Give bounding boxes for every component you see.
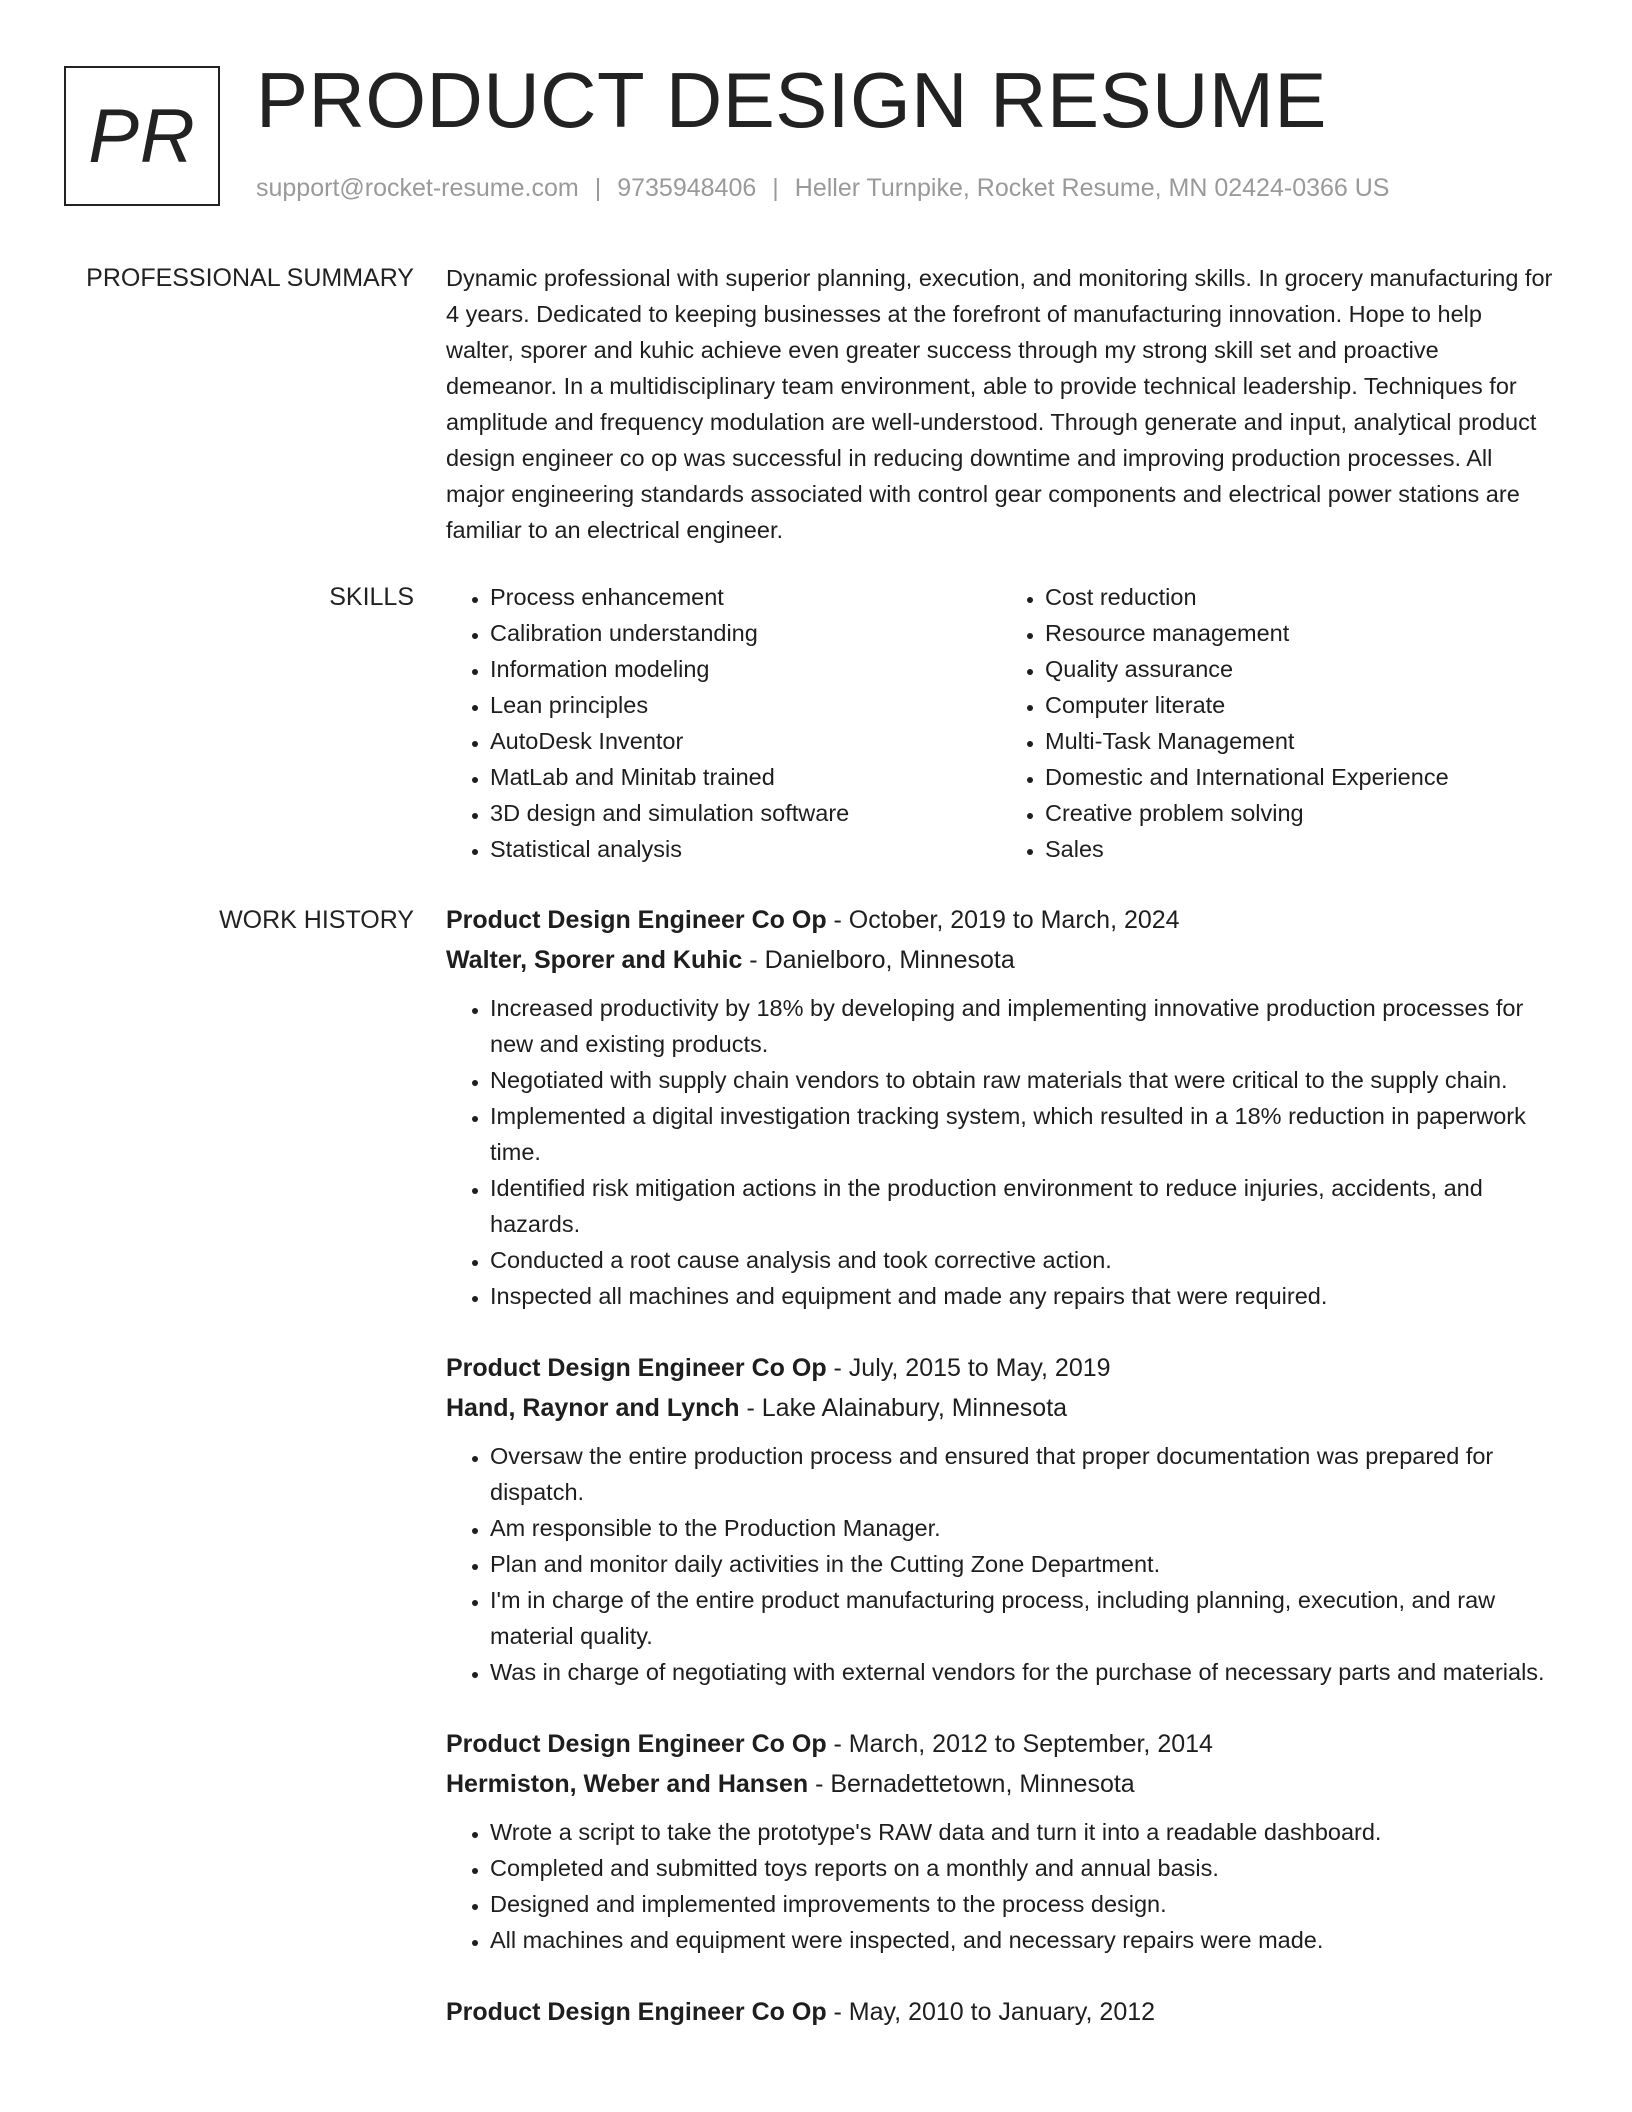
summary-text: Dynamic professional with superior planning, execution, and monitoring skills. In grocery manufacturing for 4 years. Dedicated to keeping businesses at the forefront of manufacturing innovation. Hope to help walter, sporer and kuhic achieve even greater success through my strong skill set and proactive demeanor. In a multidisciplinary team environment, able to provide technical leadership. Techniques for amplitude and frequency modulation are well-understood. Through generate and input, analytical product design engineer co op was successful in reducing downtime and improving production processes. All major engineering standards associated with control gear components and electrical power stations are familiar to an electrical engineer. [446,265,1553,543]
summary-heading: PROFESSIONAL SUMMARY [86,264,414,292]
job-bullet: • Implemented a digital investigation tracking system, which resulted in a 18% reduction in paperwork time. [490,1098,1556,1170]
resume-title: PRODUCT DESIGN RESUME [256,56,1327,144]
skill-item: • Domestic and International Experience [1045,759,1556,795]
job-entry [446,1348,1556,1690]
skill-item: • Computer literate [1045,687,1556,723]
job-entry [446,1992,1556,2032]
job-location: - Bernadettetown, Minnesota [808,1770,1135,1798]
skill-item: • Calibration understanding [490,615,1001,651]
job-company: Walter, Sporer and Kuhic [446,946,743,974]
job-bullet: • Identified risk mitigation actions in the production environment to reduce injuries, accidents, and hazards. [490,1170,1556,1242]
skills-list-right [1001,579,1556,867]
job-bullet: • Increased productivity by 18% by developing and implementing innovative production processes for new and existing products. [490,990,1556,1062]
skills-heading: SKILLS [329,583,414,611]
job-company: Hermiston, Weber and Hansen [446,1770,809,1798]
job-title: Product Design Engineer Co Op [446,906,827,934]
job-title: Product Design Engineer Co Op [446,1998,827,2026]
job-company-line [446,1764,1556,1804]
contact-separator: | [594,174,602,202]
skill-item: • Sales [1045,831,1556,867]
contact-phone: 9735948406 [617,174,757,202]
job-dates: - March, 2012 to September, 2014 [826,1730,1213,1758]
skill-item: • Statistical analysis [490,831,1001,867]
contact-address: Heller Turnpike, Rocket Resume, MN 02424-0366 US [794,174,1390,202]
skill-item: • MatLab and Minitab trained [490,759,1001,795]
job-bullet: • Conducted a root cause analysis and took corrective action. [490,1242,1556,1278]
job-bullet: • Completed and submitted toys reports on a monthly and annual basis. [490,1850,1556,1886]
job-bullet: • Oversaw the entire production process and ensured that proper documentation was prepared for dispatch. [490,1438,1556,1510]
work-history-heading: WORK HISTORY [219,906,414,934]
job-title: Product Design Engineer Co Op [446,1730,827,1758]
job-dates: - May, 2010 to January, 2012 [826,1998,1156,2026]
skill-item: • Information modeling [490,651,1001,687]
job-title-line [446,1348,1556,1388]
skill-item: • Process enhancement [490,579,1001,615]
skill-item: • Creative problem solving [1045,795,1556,831]
job-bullets [446,990,1556,1314]
skill-item: • Resource management [1045,615,1556,651]
job-bullet: • Was in charge of negotiating with external vendors for the purchase of necessary parts and materials. [490,1654,1556,1690]
skill-item: • Multi-Task Management [1045,723,1556,759]
job-bullet: • Designed and implemented improvements to the process design. [490,1886,1556,1922]
job-entry [446,1724,1556,1958]
job-dates: - July, 2015 to May, 2019 [826,1354,1111,1382]
job-bullet: • Inspected all machines and equipment and made any repairs that were required. [490,1278,1556,1314]
skill-item: • Lean principles [490,687,1001,723]
monogram-initials: PR [88,93,196,179]
contact-line [256,174,1389,203]
job-title-line [446,1992,1556,2032]
skill-item: • Cost reduction [1045,579,1556,615]
job-bullets [446,1814,1556,1958]
job-company: Hand, Raynor and Lynch [446,1394,740,1422]
job-bullet: • All machines and equipment were inspected, and necessary repairs were made. [490,1922,1556,1958]
job-bullet: • Wrote a script to take the prototype's RAW data and turn it into a readable dashboard. [490,1814,1556,1850]
skills-list-left [446,579,1001,867]
job-bullet: • Am responsible to the Production Manager. [490,1510,1556,1546]
job-title-line [446,900,1556,940]
contact-email: support@rocket-resume.com [256,174,579,202]
job-title: Product Design Engineer Co Op [446,1354,827,1382]
job-bullet: • Plan and monitor daily activities in the Cutting Zone Department. [490,1546,1556,1582]
contact-separator: | [772,174,779,202]
skill-item: • AutoDesk Inventor [490,723,1001,759]
job-bullet: • Negotiated with supply chain vendors to obtain raw materials that were critical to the supply chain. [490,1062,1556,1098]
job-location: - Danielboro, Minnesota [742,946,1015,974]
job-company-line [446,940,1556,980]
job-entry [446,900,1556,1314]
job-bullet: • I'm in charge of the entire product manufacturing process, including planning, execution, and raw material quality. [490,1582,1556,1654]
job-dates: - October, 2019 to March, 2024 [826,906,1180,934]
job-location: - Lake Alainabury, Minnesota [739,1394,1068,1422]
monogram-badge [64,66,220,206]
skill-item: • Quality assurance [1045,651,1556,687]
skill-item: • 3D design and simulation software [490,795,1001,831]
job-title-line [446,1724,1556,1764]
job-company-line [446,1388,1556,1428]
job-bullets [446,1438,1556,1690]
